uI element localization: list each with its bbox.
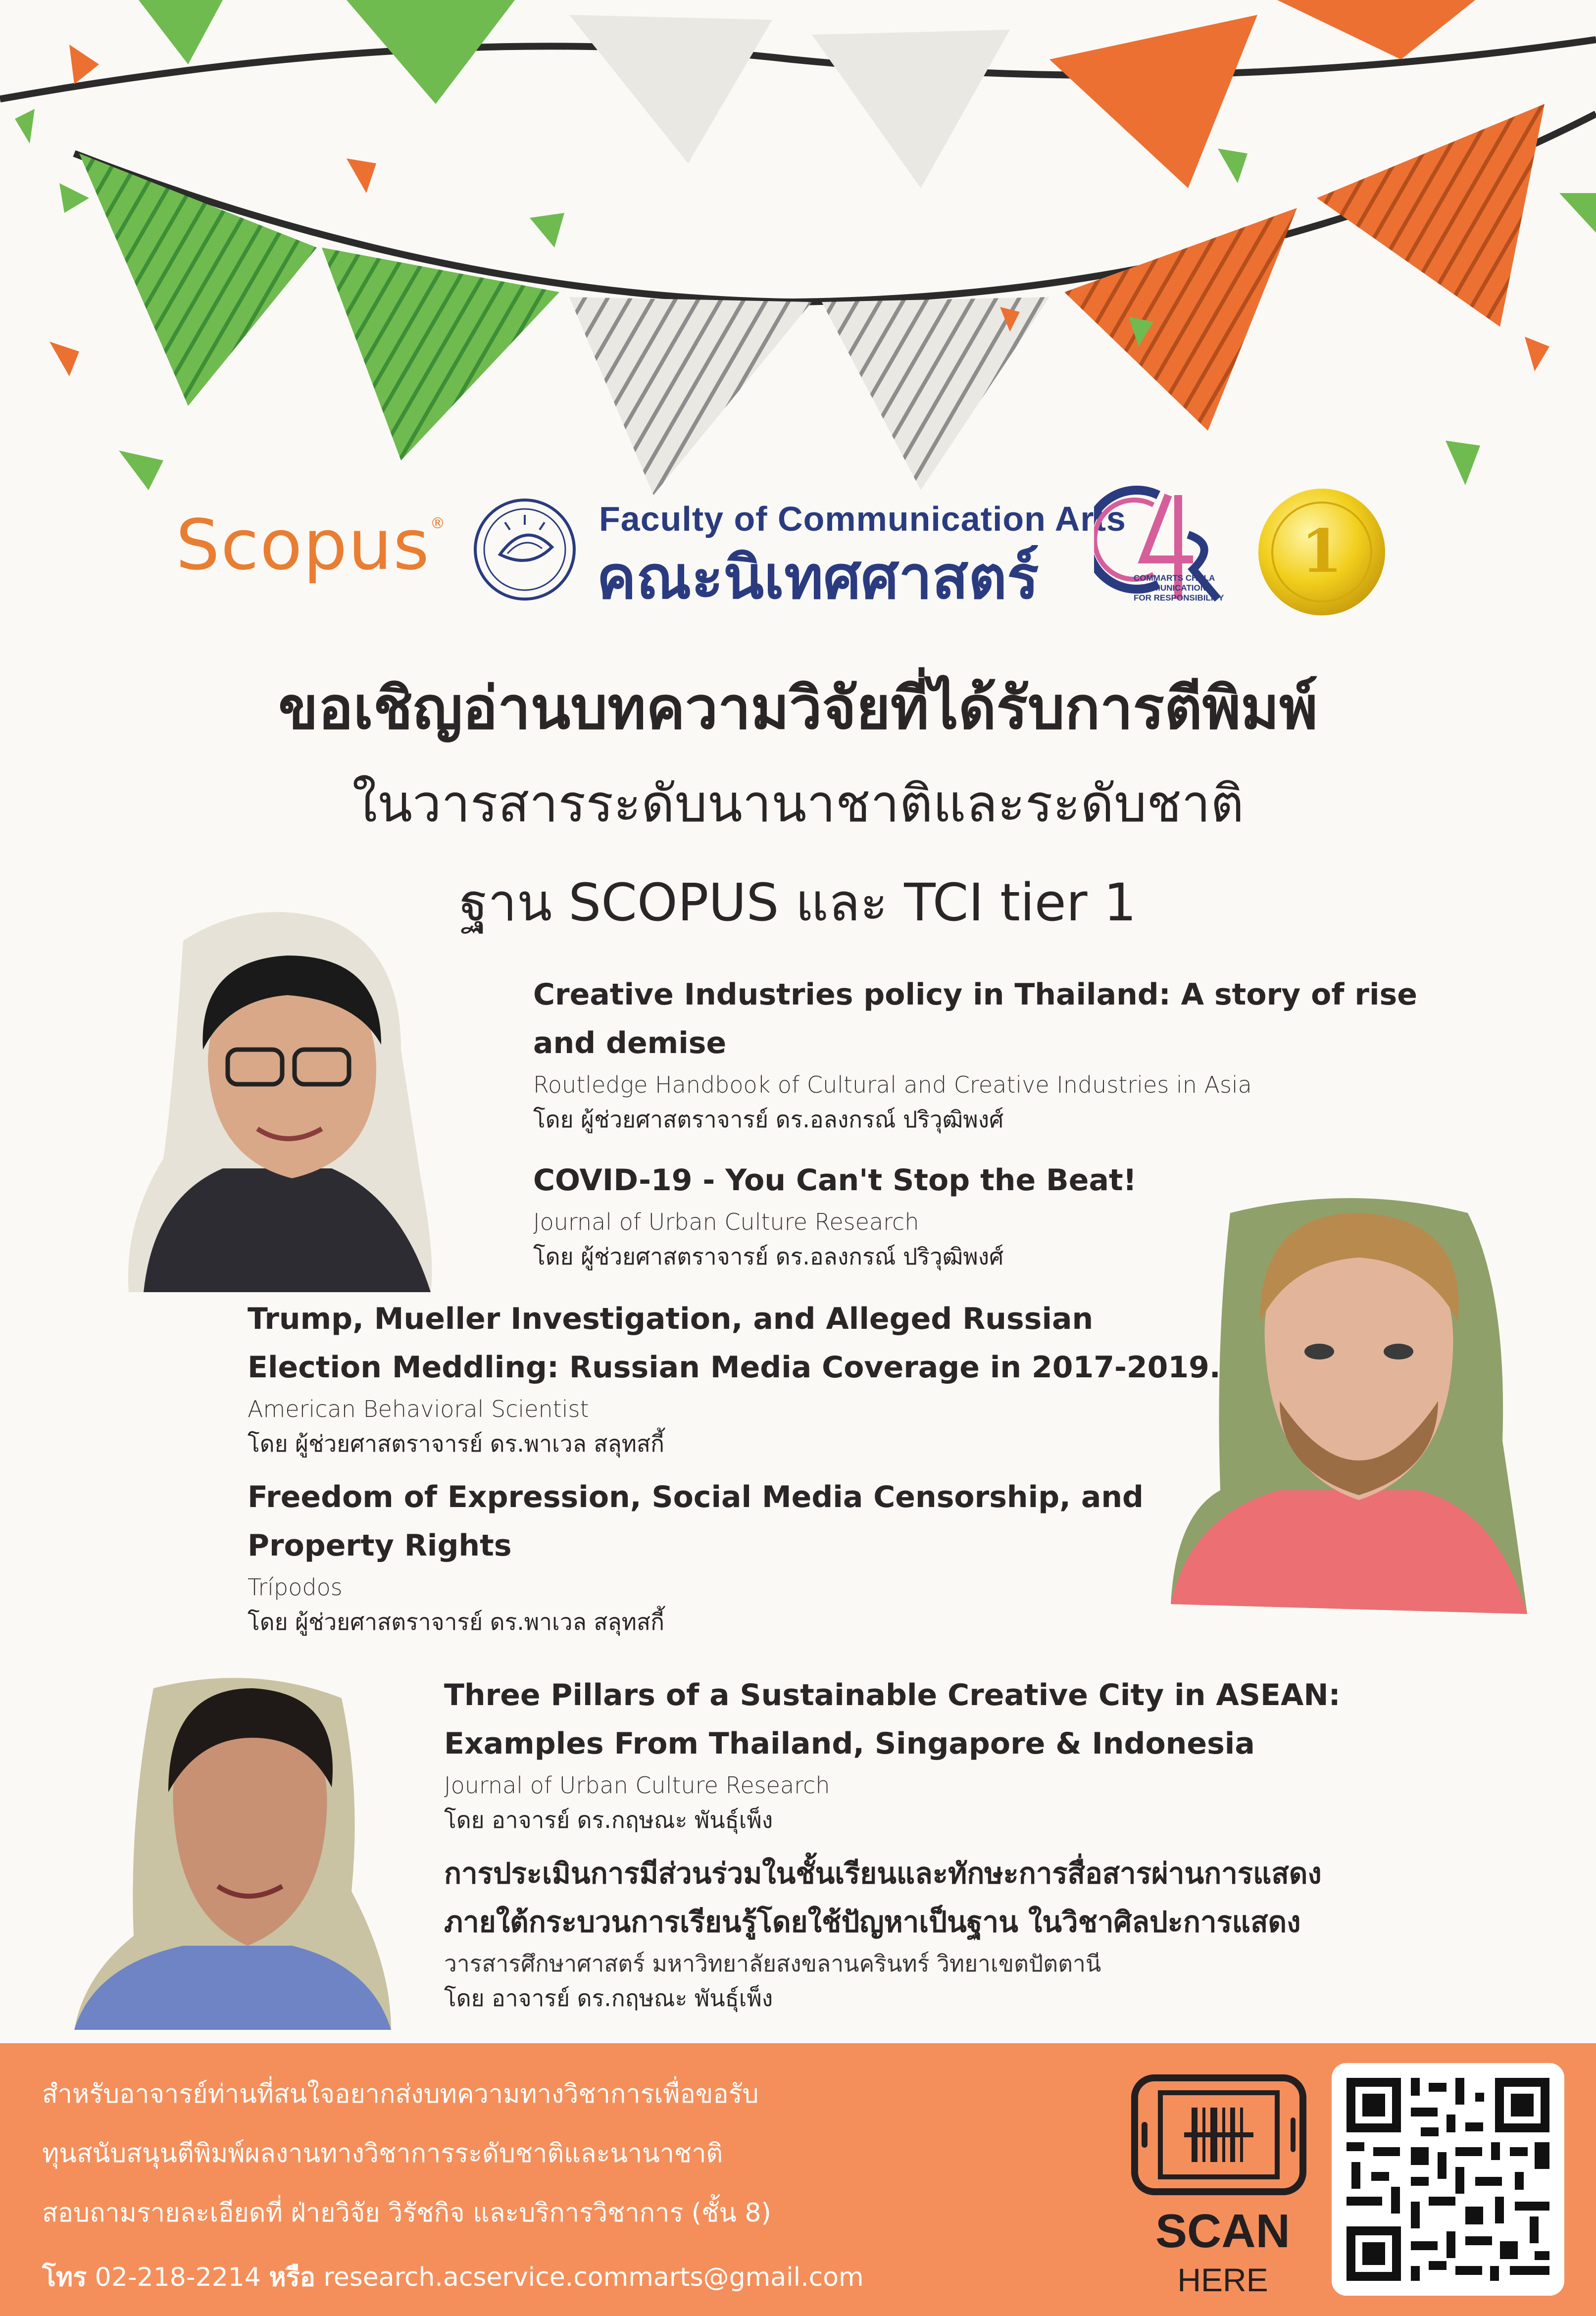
scan-phone-icon <box>1130 2073 1308 2197</box>
author-photo-3 <box>74 1668 396 2035</box>
logo-row <box>0 475 1596 624</box>
contact-email[interactable]: research.acservice.commarts@gmail.com <box>323 2263 864 2292</box>
article-4-title-line-2: Property Rights <box>248 1528 512 1563</box>
article-2-journal: Journal of Urban Culture Research <box>533 1208 919 1235</box>
headline-line-1: ขอเชิญอ่านบทความวิจัยที่ได้รับการตีพิมพ์ <box>278 674 1318 742</box>
article-6 <box>444 1849 1322 2015</box>
article-1-title-line-2: and demise <box>533 1026 727 1060</box>
article-1-author: โดย ผู้ช่วยศาสตราจารย์ ดร.อลงกรณ์ ปริวุฒิพงศ์ <box>533 1106 1004 1133</box>
svg-text:1: 1 <box>1301 516 1343 586</box>
article-5-journal: Journal of Urban Culture Research <box>444 1772 830 1799</box>
scan-label: SCAN <box>1155 2205 1290 2258</box>
footer-line-1: สำหรับอาจารย์ท่านที่สนใจอยากส่งบทความทางวิชาการเพื่อขอรับ <box>42 2079 759 2109</box>
author-photo-1 <box>124 901 441 1297</box>
article-2-title-line-1: COVID-19 - You Can't Stop the Beat! <box>533 1163 1137 1198</box>
c4r-caption-1: COMMARTS CHULA <box>1134 573 1215 583</box>
article-5 <box>444 1671 1341 1837</box>
article-4-journal: Trípodos <box>248 1574 343 1601</box>
article-2 <box>533 1156 1137 1274</box>
footer-banner <box>0 2043 1596 2316</box>
article-1-title-line-1: Creative Industries policy in Thailand: A story of rise <box>533 977 1417 1012</box>
article-4-title-line-1: Freedom of Expression, Social Media Censorship, and <box>248 1480 1144 1514</box>
article-4-author: โดย ผู้ช่วยศาสตราจารย์ ดร.พาเวล สลุทสกี้ <box>248 1609 664 1635</box>
headline-line-2: ในวารสารระดับนานาชาติและระดับชาติ <box>352 773 1244 834</box>
article-3-title-line-2: Election Meddling: Russian Media Coverage in 2017-2019. <box>248 1350 1221 1385</box>
footer-contact <box>42 2256 864 2297</box>
article-5-author: โดย อาจารย์ ดร.กฤษณะ พันธุ์เพ็ง <box>444 1807 773 1833</box>
or-label: หรือ <box>269 2263 315 2292</box>
article-3-author: โดย ผู้ช่วยศาสตราจารย์ ดร.พาเวล สลุทสกี้ <box>248 1430 664 1457</box>
tel-label: โทร <box>42 2263 87 2292</box>
faculty-name-th: คณะนิเทศศาสตร์ <box>597 544 1039 612</box>
university-seal-icon <box>470 495 579 604</box>
scopus-text: Scopus <box>176 505 431 586</box>
article-5-title-line-2: Examples From Thailand, Singapore & Indonesia <box>444 1726 1255 1761</box>
c4r-caption-2: COMMUNICATION <box>1134 583 1206 593</box>
article-3-title-line-1: Trump, Mueller Investigation, and Alleged Russian <box>248 1302 1094 1336</box>
qr-code-icon[interactable] <box>1332 2063 1564 2296</box>
article-3 <box>248 1295 1221 1461</box>
bunting-decoration <box>0 0 1596 495</box>
author-photo-2 <box>1171 1193 1532 1619</box>
article-2-author: โดย ผู้ช่วยศาสตราจารย์ ดร.อลงกรณ์ ปริวุฒิพงศ์ <box>533 1243 1004 1270</box>
article-6-journal: วารสารศึกษาศาสตร์ มหาวิทยาลัยสงขลานครินทร์ วิทยาเขตปัตตานี <box>444 1950 1101 1977</box>
c4r-caption-3: FOR RESPONSIBILITY <box>1134 593 1224 603</box>
gold-medal-icon <box>1255 485 1389 619</box>
article-1 <box>533 970 1417 1137</box>
scopus-registered-mark: ® <box>430 515 447 532</box>
faculty-name-en: Faculty of Communication Arts <box>599 500 1126 538</box>
headline-line-3: ฐาน SCOPUS และ TCI tier 1 <box>459 872 1137 933</box>
article-5-title-line-1: Three Pillars of a Sustainable Creative City in ASEAN: <box>444 1678 1341 1712</box>
scopus-logo <box>176 505 446 586</box>
article-6-title-line-2: ภายใต้กระบวนการเรียนรู้โดยใช้ปัญหาเป็นฐาน ในวิชาศิลปะการแสดง <box>444 1905 1301 1939</box>
article-6-author: โดย อาจารย์ ดร.กฤษณะ พันธุ์เพ็ง <box>444 1985 773 2012</box>
here-label: HERE <box>1177 2262 1268 2298</box>
article-1-journal: Routledge Handbook of Cultural and Creative Industries in Asia <box>533 1071 1252 1098</box>
article-4 <box>248 1473 1144 1639</box>
article-3-journal: American Behavioral Scientist <box>248 1396 589 1422</box>
tel-number[interactable]: 02-218-2214 <box>95 2263 261 2292</box>
article-6-title-line-1: การประเมินการมีส่วนร่วมในชั้นเรียนและทักษะการสื่อสารผ่านการแสดง <box>444 1857 1322 1890</box>
footer-line-2: ทุนสนับสนุนตีพิมพ์ผลงานทางวิชาการระดับชาติและนานาชาติ <box>42 2139 723 2168</box>
footer-line-3: สอบถามรายละเอียดที่ ฝ่ายวิจัย วิรัชกิจ และบริการวิชาการ (ชั้น 8) <box>42 2198 771 2228</box>
